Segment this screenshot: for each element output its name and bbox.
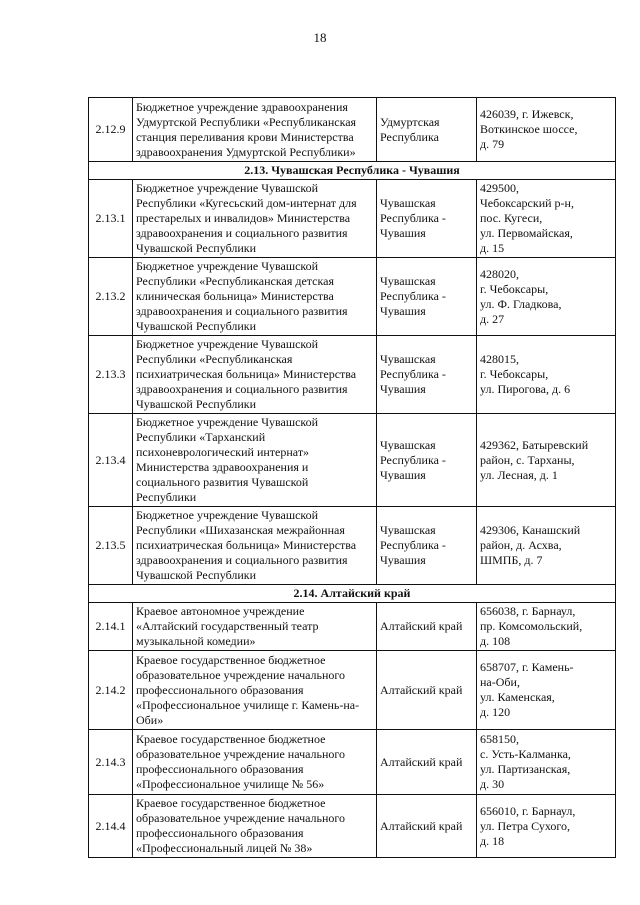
- table-row: [89, 98, 616, 162]
- section-title: 2.13. Чувашская Республика - Чувашия: [89, 162, 616, 180]
- row-number: 2.13.4: [89, 414, 133, 507]
- institution-name: Бюджетное учреждение Чувашской Республики «Республиканская детская клиническая больница» Министерства здравоохранения и социального развития Чувашской Республики: [133, 258, 377, 336]
- address: 426039, г. Ижевск, Воткинское шоссе, д. 79: [477, 98, 616, 162]
- table-row: [89, 414, 616, 507]
- institution-name: Бюджетное учреждение Чувашской Республики «Тарханский психоневрологический интернат» Министерства здравоохранения и социального развития Чувашской Республики: [133, 414, 377, 507]
- row-number: 2.14.4: [89, 795, 133, 858]
- institutions-table: [88, 97, 616, 858]
- table-row: [89, 258, 616, 336]
- table-body: [89, 98, 616, 858]
- institution-name: Краевое государственное бюджетное образовательное учреждение начального профессионального образования «Профессиональный лицей № 38»: [133, 795, 377, 858]
- table-row: [89, 603, 616, 651]
- table-row: [89, 507, 616, 585]
- table-row: [89, 795, 616, 858]
- institution-name: Краевое государственное бюджетное образовательное учреждение начального профессионального образования «Профессиональное училище г. Камень-на- Оби»: [133, 651, 377, 730]
- section-title: 2.14. Алтайский край: [89, 585, 616, 603]
- address: 428015, г. Чебоксары, ул. Пирогова, д. 6: [477, 336, 616, 414]
- institution-name: Бюджетное учреждение Чувашской Республики «Шихазанская межрайонная психиатрическая больница» Министерства здравоохранения и социального развития Чувашской Республики: [133, 507, 377, 585]
- row-number: 2.13.1: [89, 180, 133, 258]
- institution-name: Краевое государственное бюджетное образовательное учреждение начального профессионального образования «Профессиональное училище № 56»: [133, 730, 377, 795]
- region: Чувашская Республика - Чувашия: [377, 507, 477, 585]
- row-number: 2.13.3: [89, 336, 133, 414]
- row-number: 2.14.3: [89, 730, 133, 795]
- address: 429500, Чебоксарский р-н, пос. Кугеси, ул. Первомайская, д. 15: [477, 180, 616, 258]
- section-row: [89, 162, 616, 180]
- page-number: 18: [313, 30, 327, 45]
- row-number: 2.13.2: [89, 258, 133, 336]
- region: Чувашская Республика - Чувашия: [377, 414, 477, 507]
- region: Чувашская Республика - Чувашия: [377, 180, 477, 258]
- region: Алтайский край: [377, 795, 477, 858]
- region: Чувашская Республика - Чувашия: [377, 336, 477, 414]
- table-row: [89, 336, 616, 414]
- address: 429306, Канашский район, д. Асхва, ШМПБ, д. 7: [477, 507, 616, 585]
- address: 658707, г. Камень- на-Оби, ул. Каменская, д. 120: [477, 651, 616, 730]
- address: 656010, г. Барнаул, ул. Петра Сухого, д. 18: [477, 795, 616, 858]
- region: Удмуртская Республика: [377, 98, 477, 162]
- address: 656038, г. Барнаул, пр. Комсомольский, д. 108: [477, 603, 616, 651]
- address: 429362, Батыревский район, с. Тарханы, ул. Лесная, д. 1: [477, 414, 616, 507]
- institution-name: Краевое автономное учреждение «Алтайский государственный театр музыкальной комедии»: [133, 603, 377, 651]
- table-row: [89, 651, 616, 730]
- row-number: 2.13.5: [89, 507, 133, 585]
- institution-name: Бюджетное учреждение Чувашской Республики «Кугесьский дом-интернат для престарелых и инвалидов» Министерства здравоохранения и социального развития Чувашской Республики: [133, 180, 377, 258]
- region: Чувашская Республика - Чувашия: [377, 258, 477, 336]
- table-row: [89, 730, 616, 795]
- region: Алтайский край: [377, 730, 477, 795]
- address: 658150, с. Усть-Калманка, ул. Партизанская, д. 30: [477, 730, 616, 795]
- row-number: 2.14.2: [89, 651, 133, 730]
- table-row: [89, 180, 616, 258]
- region: Алтайский край: [377, 603, 477, 651]
- region: Алтайский край: [377, 651, 477, 730]
- section-row: [89, 585, 616, 603]
- institution-name: Бюджетное учреждение здравоохранения Удмуртской Республики «Республиканская станция переливания крови Министерства здравоохранения Удмуртской Республики»: [133, 98, 377, 162]
- address: 428020, г. Чебоксары, ул. Ф. Гладкова, д. 27: [477, 258, 616, 336]
- row-number: 2.12.9: [89, 98, 133, 162]
- institution-name: Бюджетное учреждение Чувашской Республики «Республиканская психиатрическая больница» Министерства здравоохранения и социального развития Чувашской Республики: [133, 336, 377, 414]
- row-number: 2.14.1: [89, 603, 133, 651]
